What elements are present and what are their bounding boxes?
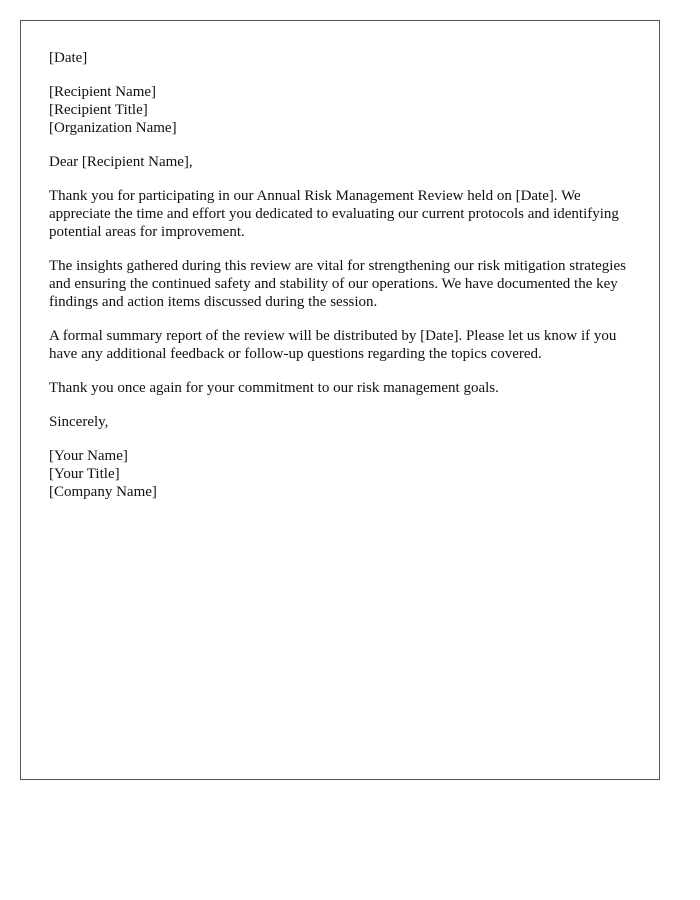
salutation: Dear [Recipient Name],: [49, 154, 193, 170]
body-paragraph-1: Thank you for participating in our Annual Risk Management Review held on [Date]. We appreciate the time and effort you dedicated to evaluating our current protocols and identifying potential areas for improvement.: [49, 188, 619, 240]
recipient-name: [Recipient Name]: [49, 84, 157, 100]
body-paragraph-4: Thank you once again for your commitment to our risk management goals.: [49, 380, 499, 396]
closing: Sincerely,: [49, 414, 109, 430]
letter-page: [20, 20, 660, 780]
letter-date: [Date]: [49, 50, 88, 66]
recipient-organization: [Organization Name]: [49, 120, 177, 136]
recipient-title: [Recipient Title]: [49, 102, 148, 118]
sender-block: [49, 447, 639, 501]
letter-content: [49, 49, 639, 517]
recipient-block: [49, 83, 639, 137]
sender-title: [Your Title]: [49, 466, 120, 482]
sender-name: [Your Name]: [49, 448, 128, 464]
body-paragraph-3: A formal summary report of the review will be distributed by [Date]. Please let us know if you have any additional feedback or follow-up questions regarding the topics covered.: [49, 328, 617, 362]
body-paragraph-2: The insights gathered during this review are vital for strengthening our risk mitigation strategies and ensuring the continued safety and stability of our operations. We have documented the key findings and action items discussed during the session.: [49, 258, 626, 310]
sender-company: [Company Name]: [49, 484, 157, 500]
